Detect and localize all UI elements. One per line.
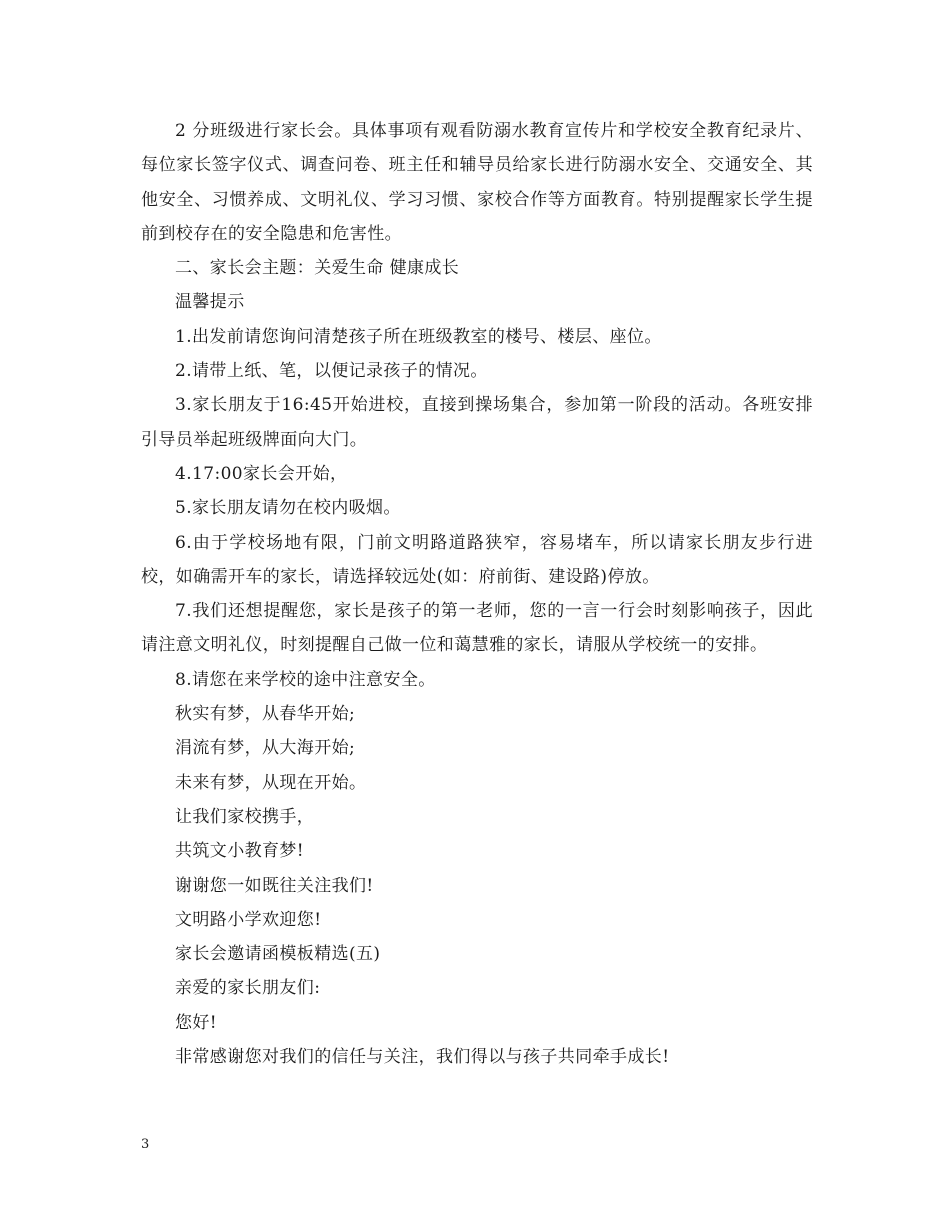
poem-line: 秋实有梦，从春华开始;	[175, 704, 356, 725]
paragraph: 非常感谢您对我们的信任与关注，我们得以与孩子共同牵手成长!	[175, 1047, 670, 1068]
document-body	[141, 114, 813, 1074]
poem-line: 未来有梦，从现在开始。	[175, 772, 367, 793]
page-number: 3	[141, 1137, 150, 1152]
list-item: 6.由于学校场地有限，门前文明路道路狭窄，容易堵车，所以请家长朋友步行进校，如确需开车的家长，请选择较远处(如：府前街、建设路)停放。	[141, 532, 813, 587]
salutation: 亲爱的家长朋友们:	[175, 978, 321, 999]
section-heading: 二、家长会主题：关爱生命 健康成长	[175, 258, 460, 279]
closing-line: 文明路小学欢迎您!	[175, 909, 322, 930]
list-item: 2.请带上纸、笔，以便记录孩子的情况。	[175, 361, 488, 382]
closing-line: 共筑文小教育梦!	[175, 841, 305, 862]
paragraph: 2 分班级进行家长会。具体事项有观看防溺水教育宣传片和学校安全教育纪录片、每位家长签字仪式、调查问卷、班主任和辅导员给家长进行防溺水安全、交通安全、其他安全、习惯养成、文明礼仪、学习习惯、家校合作等方面教育。特别提醒家长学生提前到校存在的安全隐患和危害性。	[141, 121, 813, 244]
closing-line: 让我们家校携手，	[175, 806, 315, 827]
list-item: 1.出发前请您询问清楚孩子所在班级教室的楼号、楼层、座位。	[175, 326, 662, 347]
poem-line: 涓流有梦，从大海开始;	[175, 738, 356, 759]
greeting: 您好!	[175, 1012, 218, 1033]
list-item: 8.请您在来学校的途中注意安全。	[175, 669, 436, 690]
list-item: 3.家长朋友于16:45开始进校，直接到操场集合，参加第一阶段的活动。各班安排引导员举起班级牌面向大门。	[141, 395, 813, 450]
subheading: 温馨提示	[175, 292, 245, 313]
list-item: 7.我们还想提醒您，家长是孩子的第一老师，您的一言一行会时刻影响孩子，因此请注意文明礼仪，时刻提醒自己做一位和蔼慧雅的家长，请服从学校统一的安排。	[141, 601, 813, 656]
list-item: 4.17:00家长会开始，	[175, 463, 348, 484]
closing-line: 谢谢您一如既往关注我们!	[175, 875, 374, 896]
list-item: 5.家长朋友请勿在校内吸烟。	[175, 498, 401, 519]
template-title: 家长会邀请函模板精选(五)	[175, 944, 381, 965]
